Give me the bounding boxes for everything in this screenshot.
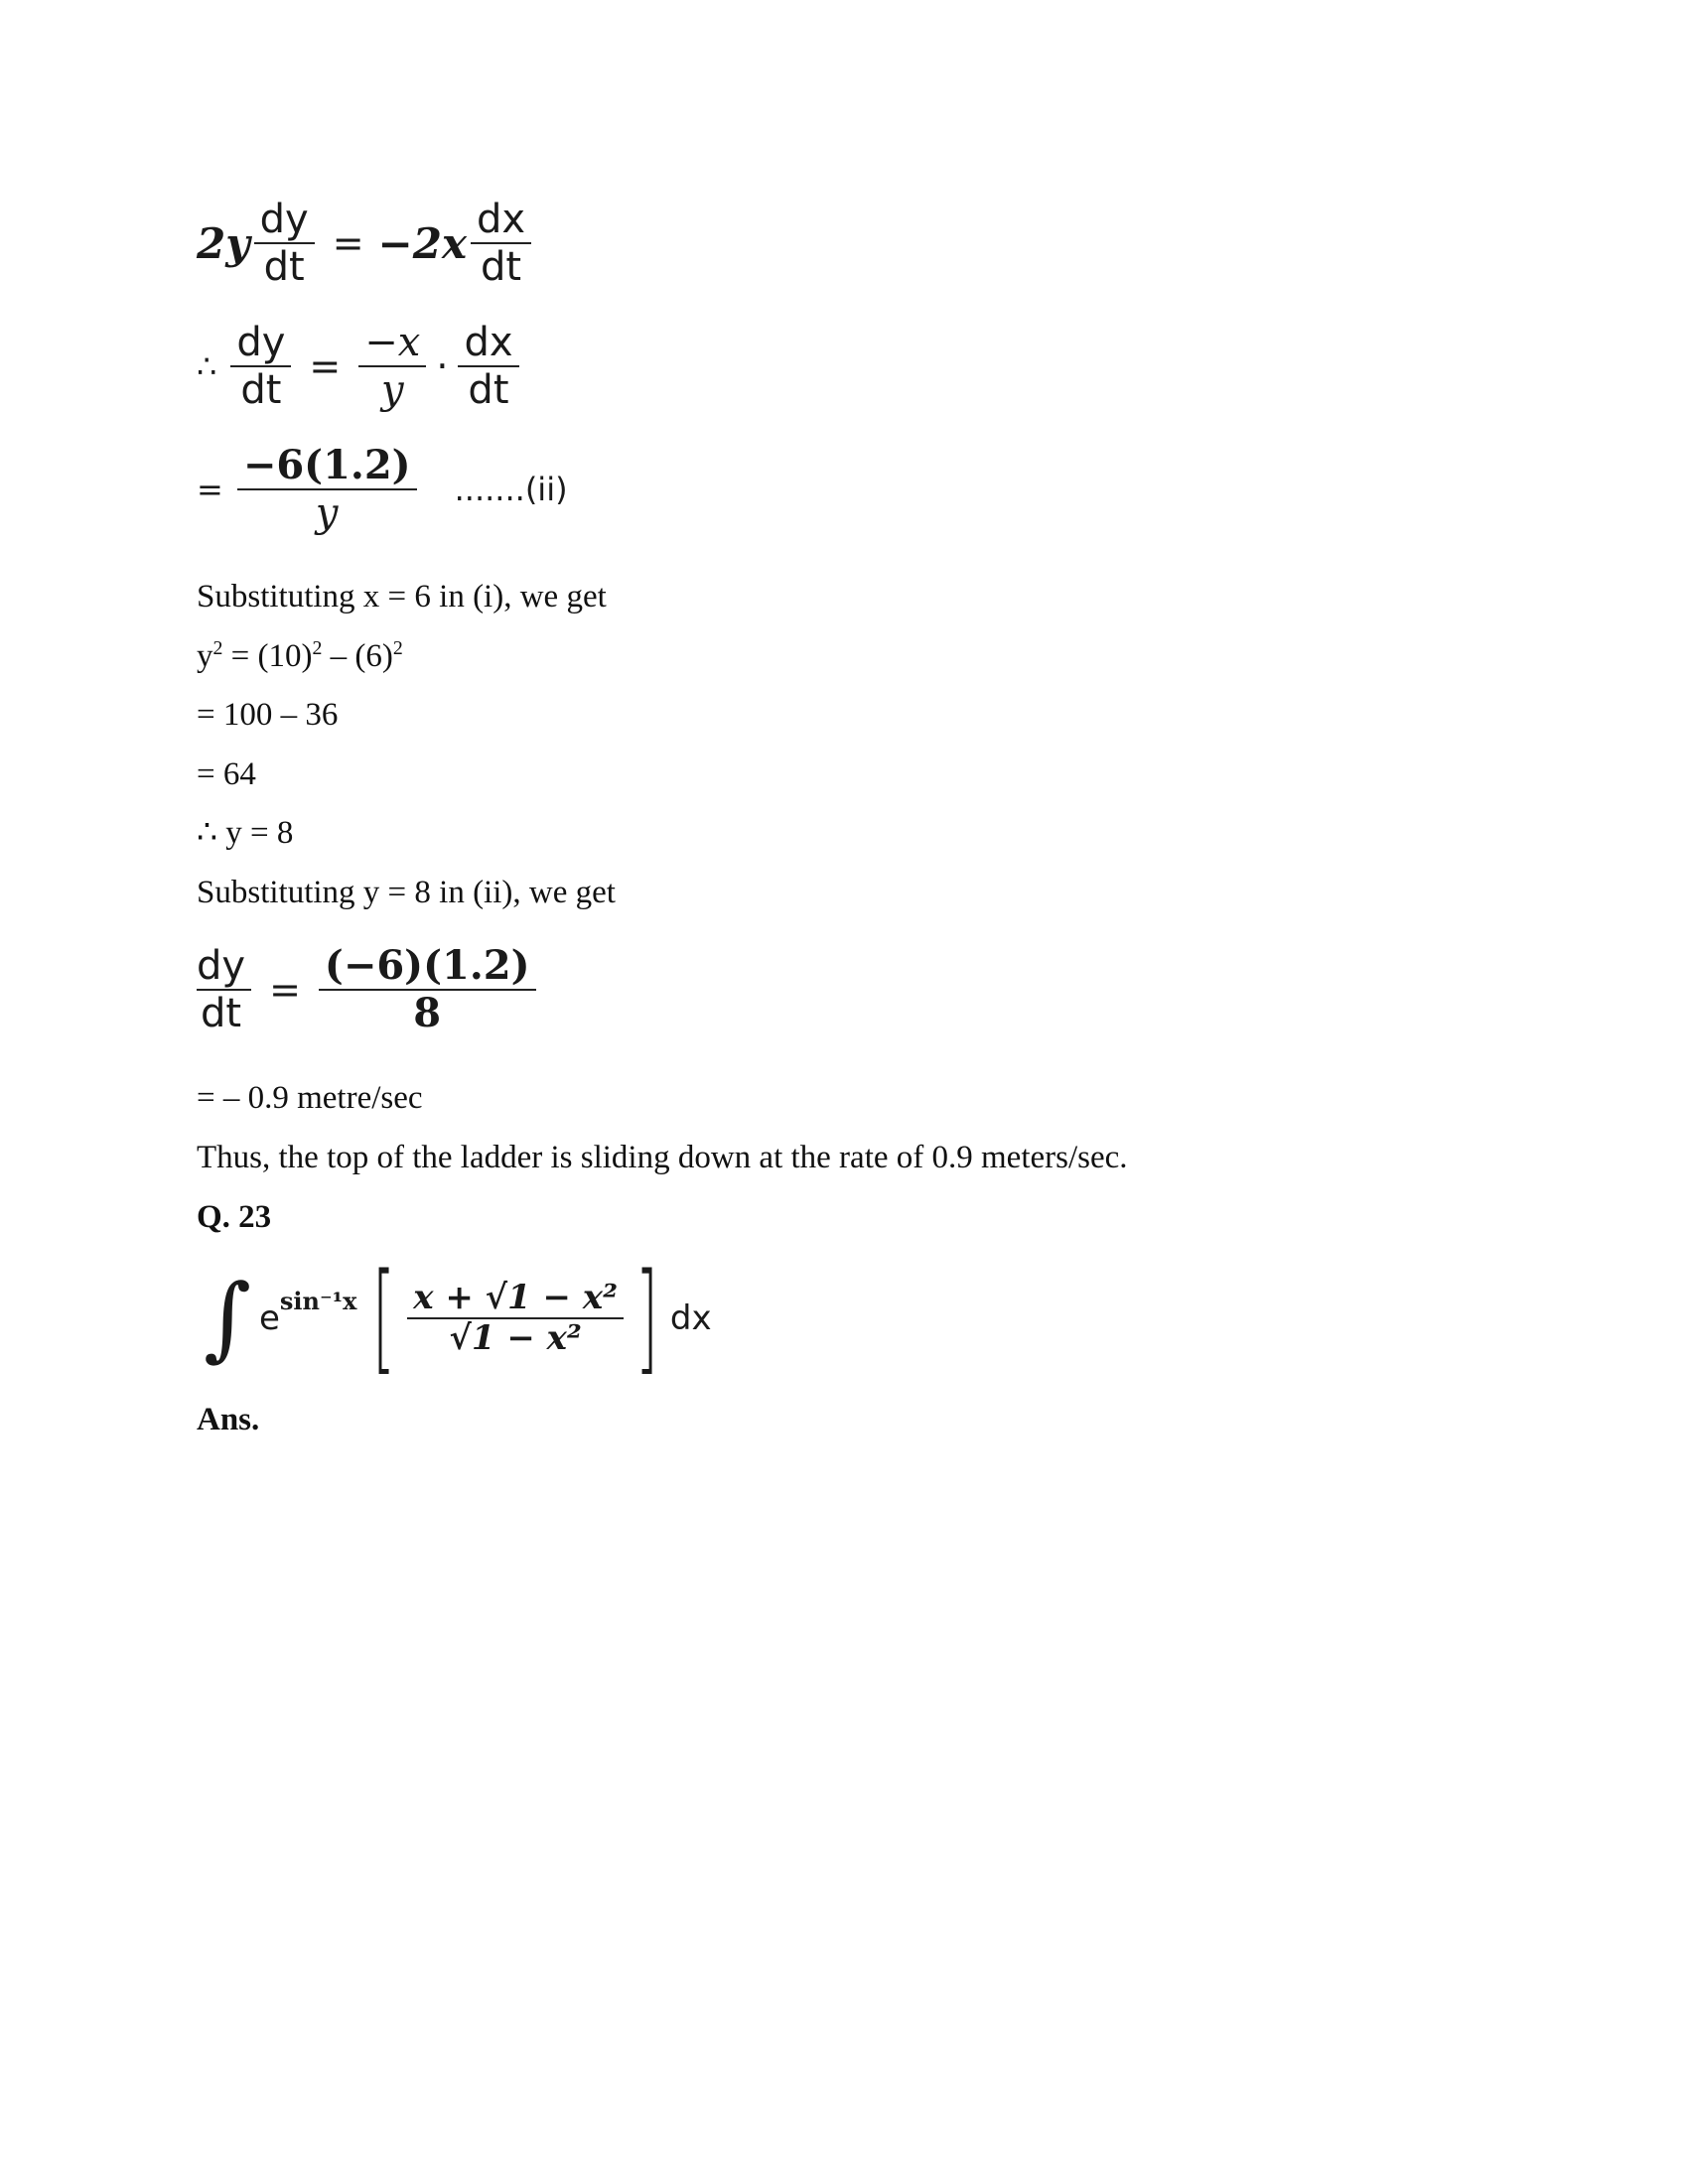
eq3-num: −6(1.2) bbox=[242, 442, 411, 488]
substitute-x-line: Substituting x = 6 in (i), we get bbox=[197, 579, 607, 614]
exponent: 2 bbox=[312, 637, 323, 659]
equation-ii bbox=[197, 443, 568, 536]
integral-sign: ∫ bbox=[204, 1265, 251, 1371]
equation-differentiated bbox=[197, 197, 535, 290]
therefore-symbol: ∴ bbox=[197, 347, 217, 385]
eq4-fraction-2 bbox=[319, 943, 536, 1036]
y-base: y bbox=[197, 638, 213, 674]
eq2-num3: dx bbox=[464, 320, 513, 365]
integrand-num: x + √1 − x² bbox=[413, 1277, 619, 1317]
y-squared-line bbox=[197, 637, 403, 674]
answer-label: Ans. bbox=[197, 1402, 260, 1437]
y2-part-b: – (6) bbox=[322, 638, 393, 674]
right-bracket: ] bbox=[634, 1249, 659, 1387]
dot-operator: · bbox=[436, 344, 449, 388]
eq2-num1: dy bbox=[236, 320, 286, 365]
equals-sign: = bbox=[332, 221, 364, 265]
integrand-fraction bbox=[407, 1279, 624, 1358]
eq2-fraction-2 bbox=[358, 320, 426, 413]
exponent: 2 bbox=[212, 637, 223, 659]
eq1-rhs-fraction bbox=[471, 197, 531, 290]
eq1-lhs-num: dy bbox=[259, 197, 309, 242]
eq2-fraction-1 bbox=[230, 320, 291, 413]
eq2-fraction-3 bbox=[458, 320, 518, 413]
line-64: = 64 bbox=[197, 756, 256, 792]
equation-dy-dt bbox=[197, 320, 523, 413]
eq2-den3: dt bbox=[468, 367, 509, 413]
eq4-den2: 8 bbox=[413, 990, 442, 1036]
eq4-fraction-1 bbox=[197, 943, 251, 1036]
eq1-lhs-fraction bbox=[254, 197, 315, 290]
conclusion-line: Thus, the top of the ladder is sliding down at the rate of 0.9 meters/sec. bbox=[197, 1140, 1128, 1175]
eq4-den1: dt bbox=[200, 991, 242, 1036]
eq1-rhs-coef: −2x bbox=[377, 218, 468, 268]
eq1-lhs-coef: 2y bbox=[197, 218, 250, 268]
integrand-den: √1 − x² bbox=[449, 1318, 582, 1358]
exp-exponent: sin⁻¹x bbox=[279, 1286, 357, 1315]
equals-sign: = bbox=[269, 968, 301, 1012]
eq2-num2: −x bbox=[364, 320, 421, 365]
substitute-y-line: Substituting y = 8 in (ii), we get bbox=[197, 875, 616, 910]
eq1-rhs-num: dx bbox=[477, 197, 526, 242]
differential-dx: dx bbox=[669, 1298, 712, 1338]
line-100-minus-36: = 100 – 36 bbox=[197, 697, 339, 733]
eq4-num2: (−6)(1.2) bbox=[324, 942, 530, 989]
eq1-lhs-den: dt bbox=[263, 244, 305, 290]
exp-base: e bbox=[258, 1298, 280, 1338]
eq2-den1: dt bbox=[240, 367, 282, 413]
equals-sign: = bbox=[197, 471, 223, 508]
line-y-equals-8: ∴ y = 8 bbox=[197, 815, 294, 851]
eq4-num1: dy bbox=[197, 943, 246, 989]
eq3-den: y bbox=[315, 490, 339, 536]
equals-sign: = bbox=[309, 344, 342, 388]
equation-result-fraction bbox=[197, 943, 540, 1036]
eq2-den2: y bbox=[381, 367, 404, 413]
left-bracket: [ bbox=[372, 1249, 396, 1387]
eq1-rhs-den: dt bbox=[481, 244, 522, 290]
eq3-fraction bbox=[237, 443, 417, 536]
result-line: = – 0.9 metre/sec bbox=[197, 1080, 423, 1116]
question-number: Q. 23 bbox=[197, 1199, 272, 1235]
integral-expression bbox=[204, 1249, 712, 1387]
equation-tag: .......(ii) bbox=[454, 471, 568, 508]
y2-part-a: = (10) bbox=[222, 638, 313, 674]
exponent: 2 bbox=[392, 637, 403, 659]
